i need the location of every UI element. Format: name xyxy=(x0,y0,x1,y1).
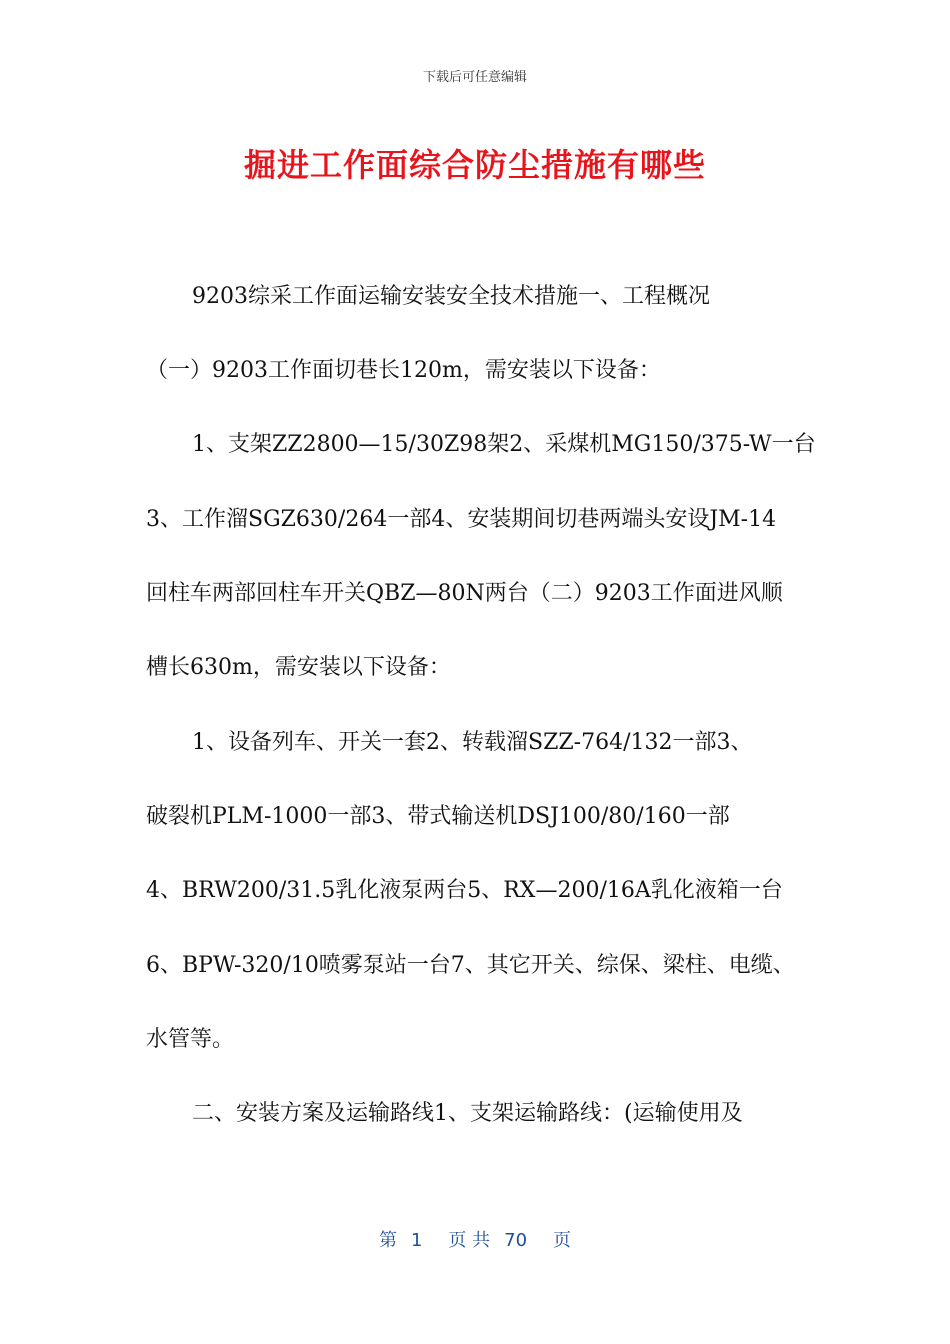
paragraph-line: 槽长630m，需安装以下设备： xyxy=(146,655,451,680)
paragraph-line: 水管等。 xyxy=(146,1027,235,1052)
paragraph-line: 1、支架ZZ2800—15/30Z98架2、采煤机MG150/375-W一台 xyxy=(192,432,816,457)
paragraph-line: 回柱车两部回柱车开关QBZ—80N两台（二）9203工作面进风顺 xyxy=(146,581,783,606)
paragraph-line: （一）9203工作面切巷长120m，需安装以下设备： xyxy=(146,358,661,383)
paragraph-line: 3、工作溜SGZ630/264一部4、安装期间切巷两端头安设JM-14 xyxy=(146,507,777,532)
footer-page-number: 1 xyxy=(410,1230,423,1251)
footer-total-pages: 70 xyxy=(504,1230,528,1251)
footer-prefix: 第 xyxy=(378,1230,397,1251)
page-footer xyxy=(0,1226,950,1252)
header-note: 下载后可任意编辑 xyxy=(422,70,527,85)
document-title: 掘进工作面综合防尘措施有哪些 xyxy=(243,146,706,184)
paragraph-line: 二、安装方案及运输路线1、支架运输路线：(运输使用及 xyxy=(192,1101,743,1126)
paragraph-line: 9203综采工作面运输安装安全技术措施一、工程概况 xyxy=(192,284,710,309)
paragraph-line: 4、BRW200/31.5乳化液泵两台5、RX—200/16A乳化液箱一台 xyxy=(146,878,783,903)
paragraph-line: 破裂机PLM-1000一部3、带式输送机DSJ100/80/160一部 xyxy=(146,804,730,829)
footer-middle: 页 共 xyxy=(448,1230,491,1251)
paragraph-line: 6、BPW-320/10喷雾泵站一台7、其它开关、综保、梁柱、电缆、 xyxy=(146,953,795,978)
footer-suffix: 页 xyxy=(553,1230,572,1251)
paragraph-line: 1、设备列车、开关一套2、转载溜SZZ-764/132一部3、 xyxy=(192,730,753,755)
